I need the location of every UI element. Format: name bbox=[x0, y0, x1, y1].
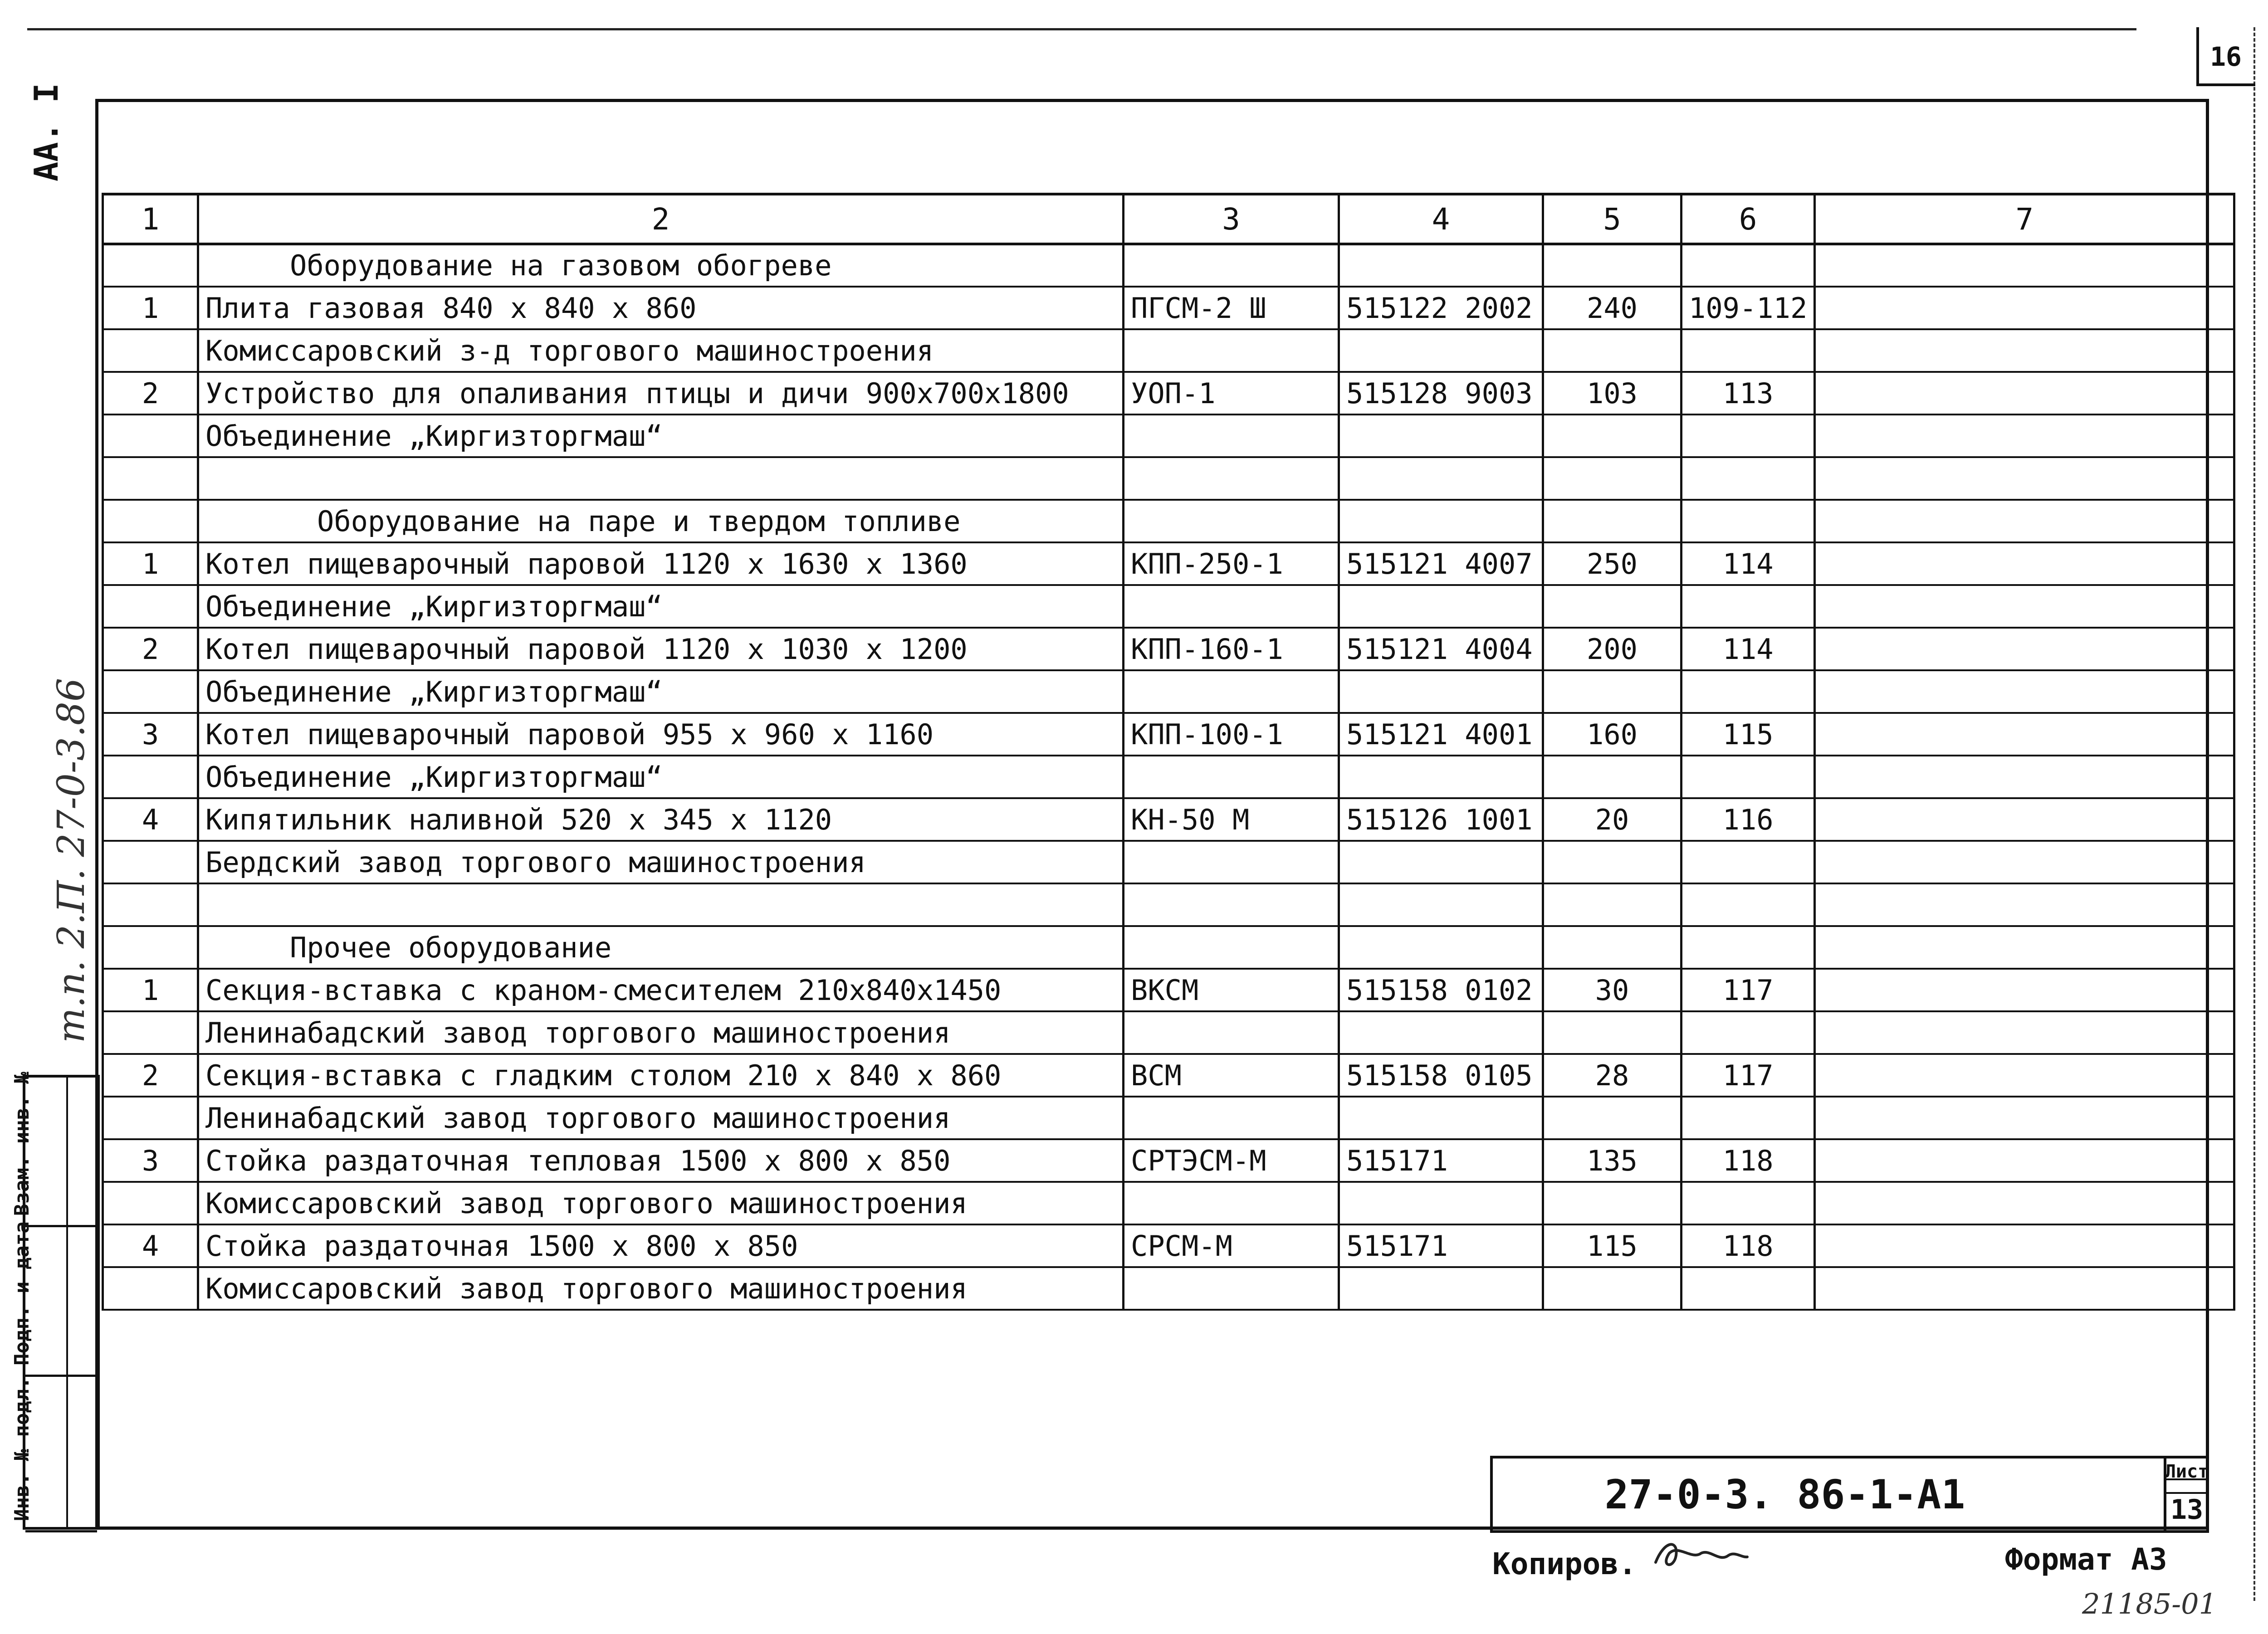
cell-col-6 bbox=[1681, 1267, 1815, 1310]
cell-col-2: Комиссаровский завод торгового машиностроения bbox=[198, 1182, 1124, 1224]
cell-col-1: 1 bbox=[103, 542, 198, 585]
side-code-text: АА. I bbox=[27, 83, 65, 181]
cell-col-5 bbox=[1543, 670, 1681, 713]
table-row bbox=[103, 628, 2234, 670]
cell-col-6 bbox=[1681, 1011, 1815, 1054]
cell-col-5 bbox=[1543, 415, 1681, 457]
table-row bbox=[103, 1139, 2234, 1182]
cell-col-2: Объединение „Киргизторгмаш“ bbox=[198, 415, 1124, 457]
format-label: Формат А3 bbox=[2005, 1542, 2167, 1577]
cell-col-6: 114 bbox=[1681, 542, 1815, 585]
cell-col-6 bbox=[1681, 244, 1815, 287]
cell-col-1: 2 bbox=[103, 1054, 198, 1097]
cell-col-4 bbox=[1339, 329, 1543, 372]
cell-col-1 bbox=[103, 457, 198, 500]
cell-col-3 bbox=[1124, 1097, 1339, 1139]
cell-col-1 bbox=[103, 1267, 198, 1310]
manufacturer-row bbox=[103, 841, 2234, 883]
cell-col-7 bbox=[1815, 1011, 2234, 1054]
cell-col-1 bbox=[103, 883, 198, 926]
cell-col-2: Бердский завод торгового машиностроения bbox=[198, 841, 1124, 883]
cell-col-7 bbox=[1815, 841, 2234, 883]
cell-col-5: 250 bbox=[1543, 542, 1681, 585]
cell-col-4 bbox=[1339, 756, 1543, 798]
manufacturer-row bbox=[103, 329, 2234, 372]
cell-col-7 bbox=[1815, 756, 2234, 798]
header-col-5: 5 bbox=[1543, 194, 1681, 244]
cell-col-3 bbox=[1124, 457, 1339, 500]
page-number: 16 bbox=[2210, 41, 2242, 72]
header-col-3: 3 bbox=[1124, 194, 1339, 244]
cell-col-1: 2 bbox=[103, 372, 198, 415]
manufacturer-row bbox=[103, 1182, 2234, 1224]
cell-col-5: 20 bbox=[1543, 798, 1681, 841]
cell-col-3: УОП-1 bbox=[1124, 372, 1339, 415]
cell-col-5 bbox=[1543, 926, 1681, 969]
stamp-cell-inventory bbox=[10, 1377, 97, 1532]
cell-col-4 bbox=[1339, 926, 1543, 969]
cell-col-7 bbox=[1815, 585, 2234, 628]
cell-col-3 bbox=[1124, 585, 1339, 628]
cell-col-4: 515158 0105 bbox=[1339, 1054, 1543, 1097]
cell-col-3: ПГСМ-2 Ш bbox=[1124, 287, 1339, 329]
cell-col-3: СРТЭСМ-М bbox=[1124, 1139, 1339, 1182]
cell-col-7 bbox=[1815, 287, 2234, 329]
cell-col-3 bbox=[1124, 670, 1339, 713]
stamp-cell-signature bbox=[10, 1221, 97, 1377]
cell-col-7 bbox=[1815, 1267, 2234, 1310]
cell-col-5 bbox=[1543, 329, 1681, 372]
cell-col-6 bbox=[1681, 926, 1815, 969]
cell-col-1 bbox=[103, 1011, 198, 1054]
manufacturer-row bbox=[103, 1267, 2234, 1310]
cell-col-7 bbox=[1815, 415, 2234, 457]
cell-col-1: 4 bbox=[103, 1224, 198, 1267]
cell-col-1: 4 bbox=[103, 798, 198, 841]
cell-col-4 bbox=[1339, 415, 1543, 457]
cell-col-6 bbox=[1681, 585, 1815, 628]
cell-col-6 bbox=[1681, 883, 1815, 926]
cell-col-5: 115 bbox=[1543, 1224, 1681, 1267]
cell-col-7 bbox=[1815, 1139, 2234, 1182]
cell-col-2: Секция-вставка с гладким столом 210 x 840 x 860 bbox=[198, 1054, 1124, 1097]
cell-col-1 bbox=[103, 670, 198, 713]
header-col-2: 2 bbox=[198, 194, 1124, 244]
cell-col-3: ВКСМ bbox=[1124, 969, 1339, 1011]
cell-col-3: КПП-250-1 bbox=[1124, 542, 1339, 585]
cell-col-2 bbox=[198, 457, 1124, 500]
cell-col-4: 515122 2002 bbox=[1339, 287, 1543, 329]
table-row bbox=[103, 798, 2234, 841]
cell-col-4 bbox=[1339, 883, 1543, 926]
cell-col-2: Плита газовая 840 x 840 x 860 bbox=[198, 287, 1124, 329]
side-handwriting-text: т.п. 2.П. 27-0-3.86 bbox=[50, 678, 93, 1043]
cell-col-6: 117 bbox=[1681, 969, 1815, 1011]
cell-col-2: Прочее оборудование bbox=[198, 926, 1124, 969]
cell-col-4 bbox=[1339, 841, 1543, 883]
specification-body bbox=[103, 194, 2234, 1310]
cell-col-4: 515121 4001 bbox=[1339, 713, 1543, 756]
cell-col-5 bbox=[1543, 756, 1681, 798]
cell-col-1: 3 bbox=[103, 713, 198, 756]
cell-col-2: Объединение „Киргизторгмаш“ bbox=[198, 756, 1124, 798]
cell-col-2: Котел пищеварочный паровой 1120 x 1030 x 1200 bbox=[198, 628, 1124, 670]
stamp-cell-replacement bbox=[10, 1072, 97, 1227]
header-row bbox=[103, 194, 2234, 244]
section-row bbox=[103, 244, 2234, 287]
cell-col-6: 115 bbox=[1681, 713, 1815, 756]
inventory-number: 21185-01 bbox=[2082, 1587, 2217, 1620]
cell-col-6 bbox=[1681, 1097, 1815, 1139]
cell-col-3: КН-50 М bbox=[1124, 798, 1339, 841]
cell-col-1 bbox=[103, 1097, 198, 1139]
cell-col-3 bbox=[1124, 329, 1339, 372]
copied-label: Копиров. bbox=[1492, 1546, 1637, 1581]
cell-col-7 bbox=[1815, 1224, 2234, 1267]
cell-col-2: Ленинабадский завод торгового машиностроения bbox=[198, 1097, 1124, 1139]
cell-col-6 bbox=[1681, 670, 1815, 713]
cell-col-2: Котел пищеварочный паровой 955 x 960 x 1160 bbox=[198, 713, 1124, 756]
cell-col-4 bbox=[1339, 1097, 1543, 1139]
cell-col-3: СРСМ-М bbox=[1124, 1224, 1339, 1267]
cell-col-1: 3 bbox=[103, 1139, 198, 1182]
cell-col-5: 160 bbox=[1543, 713, 1681, 756]
cell-col-2: Объединение „Киргизторгмаш“ bbox=[198, 585, 1124, 628]
cell-col-5 bbox=[1543, 244, 1681, 287]
cell-col-2: Секция-вставка с краном-смесителем 210x840x1450 bbox=[198, 969, 1124, 1011]
cell-col-4: 515121 4007 bbox=[1339, 542, 1543, 585]
cell-col-4 bbox=[1339, 585, 1543, 628]
blank-row bbox=[103, 457, 2234, 500]
manufacturer-row bbox=[103, 1011, 2234, 1054]
cell-col-3 bbox=[1124, 244, 1339, 287]
cell-col-2: Комиссаровский з-д торгового машиностроения bbox=[198, 329, 1124, 372]
cell-col-7 bbox=[1815, 670, 2234, 713]
cell-col-6: 109-112 bbox=[1681, 287, 1815, 329]
cell-col-5 bbox=[1543, 585, 1681, 628]
cell-col-3 bbox=[1124, 415, 1339, 457]
manufacturer-row bbox=[103, 670, 2234, 713]
cell-col-7 bbox=[1815, 969, 2234, 1011]
cell-col-3 bbox=[1124, 756, 1339, 798]
cell-col-2: Объединение „Киргизторгмаш“ bbox=[198, 670, 1124, 713]
cell-col-7 bbox=[1815, 1054, 2234, 1097]
header-col-1: 1 bbox=[103, 194, 198, 244]
stamp-label-signature: Подп. и дата bbox=[10, 1221, 34, 1366]
cell-col-5 bbox=[1543, 1011, 1681, 1054]
cell-col-5: 30 bbox=[1543, 969, 1681, 1011]
manufacturer-row bbox=[103, 756, 2234, 798]
cell-col-4 bbox=[1339, 670, 1543, 713]
table-row bbox=[103, 542, 2234, 585]
top-border-line bbox=[27, 28, 2136, 30]
cell-col-6: 118 bbox=[1681, 1139, 1815, 1182]
cell-col-1 bbox=[103, 329, 198, 372]
signature-mark bbox=[1651, 1535, 1751, 1576]
table-row bbox=[103, 1224, 2234, 1267]
cell-col-3 bbox=[1124, 500, 1339, 542]
cell-col-5 bbox=[1543, 841, 1681, 883]
table-row bbox=[103, 1054, 2234, 1097]
manufacturer-row bbox=[103, 415, 2234, 457]
cell-col-2: Комиссаровский завод торгового машиностроения bbox=[198, 1267, 1124, 1310]
cell-col-5 bbox=[1543, 1097, 1681, 1139]
cell-col-4: 515121 4004 bbox=[1339, 628, 1543, 670]
cell-col-1 bbox=[103, 415, 198, 457]
cell-col-3 bbox=[1124, 1182, 1339, 1224]
cell-col-6: 117 bbox=[1681, 1054, 1815, 1097]
cell-col-1 bbox=[103, 1182, 198, 1224]
cell-col-5 bbox=[1543, 1267, 1681, 1310]
cell-col-4: 515128 9003 bbox=[1339, 372, 1543, 415]
cell-col-3: КПП-100-1 bbox=[1124, 713, 1339, 756]
cell-col-2: Котел пищеварочный паровой 1120 x 1630 x 1360 bbox=[198, 542, 1124, 585]
cell-col-6 bbox=[1681, 841, 1815, 883]
stamp-label-inventory: Инв. № подл. bbox=[10, 1377, 34, 1521]
cell-col-2: Стойка раздаточная 1500 x 800 x 850 bbox=[198, 1224, 1124, 1267]
cell-col-6 bbox=[1681, 415, 1815, 457]
cell-col-4 bbox=[1339, 500, 1543, 542]
cell-col-5: 240 bbox=[1543, 287, 1681, 329]
cell-col-7 bbox=[1815, 542, 2234, 585]
header-col-4: 4 bbox=[1339, 194, 1543, 244]
cell-col-6: 116 bbox=[1681, 798, 1815, 841]
right-cut-line bbox=[2253, 27, 2255, 1601]
cell-col-5 bbox=[1543, 1182, 1681, 1224]
blank-row bbox=[103, 883, 2234, 926]
cell-col-7 bbox=[1815, 329, 2234, 372]
cell-col-7 bbox=[1815, 244, 2234, 287]
cell-col-4 bbox=[1339, 1011, 1543, 1054]
cell-col-6 bbox=[1681, 457, 1815, 500]
table-row bbox=[103, 372, 2234, 415]
cell-col-2: Стойка раздаточная тепловая 1500 x 800 x 850 bbox=[198, 1139, 1124, 1182]
cell-col-7 bbox=[1815, 500, 2234, 542]
cell-col-2 bbox=[198, 883, 1124, 926]
cell-col-5 bbox=[1543, 883, 1681, 926]
cell-col-6 bbox=[1681, 500, 1815, 542]
cell-col-4: 515171 bbox=[1339, 1139, 1543, 1182]
cell-col-1 bbox=[103, 500, 198, 542]
cell-col-1 bbox=[103, 244, 198, 287]
cell-col-6: 114 bbox=[1681, 628, 1815, 670]
manufacturer-row bbox=[103, 1097, 2234, 1139]
header-col-6: 6 bbox=[1681, 194, 1815, 244]
cell-col-2: Кипятильник наливной 520 x 345 x 1120 bbox=[198, 798, 1124, 841]
cell-col-5 bbox=[1543, 500, 1681, 542]
cell-col-3 bbox=[1124, 926, 1339, 969]
cell-col-4 bbox=[1339, 1182, 1543, 1224]
cell-col-6: 118 bbox=[1681, 1224, 1815, 1267]
cell-col-2: Оборудование на паре и твердом топливе bbox=[198, 500, 1124, 542]
cell-col-4 bbox=[1339, 244, 1543, 287]
cell-col-1 bbox=[103, 756, 198, 798]
cell-col-4 bbox=[1339, 457, 1543, 500]
cell-col-7 bbox=[1815, 1097, 2234, 1139]
section-row bbox=[103, 500, 2234, 542]
cell-col-7 bbox=[1815, 883, 2234, 926]
side-stamp bbox=[10, 1072, 100, 1530]
cell-col-3 bbox=[1124, 1011, 1339, 1054]
table-row bbox=[103, 969, 2234, 1011]
cell-col-4 bbox=[1339, 1267, 1543, 1310]
cell-col-3 bbox=[1124, 1267, 1339, 1310]
cell-col-5: 103 bbox=[1543, 372, 1681, 415]
cell-col-2: Оборудование на газовом обогреве bbox=[198, 244, 1124, 287]
cell-col-3 bbox=[1124, 883, 1339, 926]
cell-col-1: 2 bbox=[103, 628, 198, 670]
cell-col-7 bbox=[1815, 628, 2234, 670]
specification-table bbox=[102, 193, 2235, 1311]
cell-col-6: 113 bbox=[1681, 372, 1815, 415]
manufacturer-row bbox=[103, 585, 2234, 628]
cell-col-5: 200 bbox=[1543, 628, 1681, 670]
side-code bbox=[18, 83, 95, 190]
header-col-7: 7 bbox=[1815, 194, 2234, 244]
stamp-label-replacement: Взам. инв. № bbox=[10, 1072, 34, 1216]
cell-col-4: 515158 0102 bbox=[1339, 969, 1543, 1011]
cell-col-3: ВСМ bbox=[1124, 1054, 1339, 1097]
cell-col-1: 1 bbox=[103, 287, 198, 329]
cell-col-1 bbox=[103, 841, 198, 883]
sheet-label: Лист bbox=[2165, 1461, 2209, 1482]
cell-col-7 bbox=[1815, 798, 2234, 841]
cell-col-7 bbox=[1815, 926, 2234, 969]
cell-col-4: 515171 bbox=[1339, 1224, 1543, 1267]
cell-col-5: 28 bbox=[1543, 1054, 1681, 1097]
cell-col-2: Устройство для опаливания птицы и дичи 900x700x1800 bbox=[198, 372, 1124, 415]
cell-col-3 bbox=[1124, 841, 1339, 883]
cell-col-6 bbox=[1681, 756, 1815, 798]
cell-col-5: 135 bbox=[1543, 1139, 1681, 1182]
cell-col-4: 515126 1001 bbox=[1339, 798, 1543, 841]
cell-col-7 bbox=[1815, 372, 2234, 415]
cell-col-1: 1 bbox=[103, 969, 198, 1011]
sheet-number: 13 bbox=[2165, 1492, 2209, 1526]
table-row bbox=[103, 713, 2234, 756]
cell-col-5 bbox=[1543, 457, 1681, 500]
cell-col-7 bbox=[1815, 713, 2234, 756]
cell-col-1 bbox=[103, 926, 198, 969]
table-row bbox=[103, 287, 2234, 329]
cell-col-3: КПП-160-1 bbox=[1124, 628, 1339, 670]
document-code: 27-0-3. 86-1-А1 bbox=[1604, 1471, 1965, 1518]
cell-col-7 bbox=[1815, 457, 2234, 500]
section-row bbox=[103, 926, 2234, 969]
cell-col-6 bbox=[1681, 1182, 1815, 1224]
cell-col-6 bbox=[1681, 329, 1815, 372]
cell-col-2: Ленинабадский завод торгового машиностроения bbox=[198, 1011, 1124, 1054]
cell-col-1 bbox=[103, 585, 198, 628]
cell-col-7 bbox=[1815, 1182, 2234, 1224]
